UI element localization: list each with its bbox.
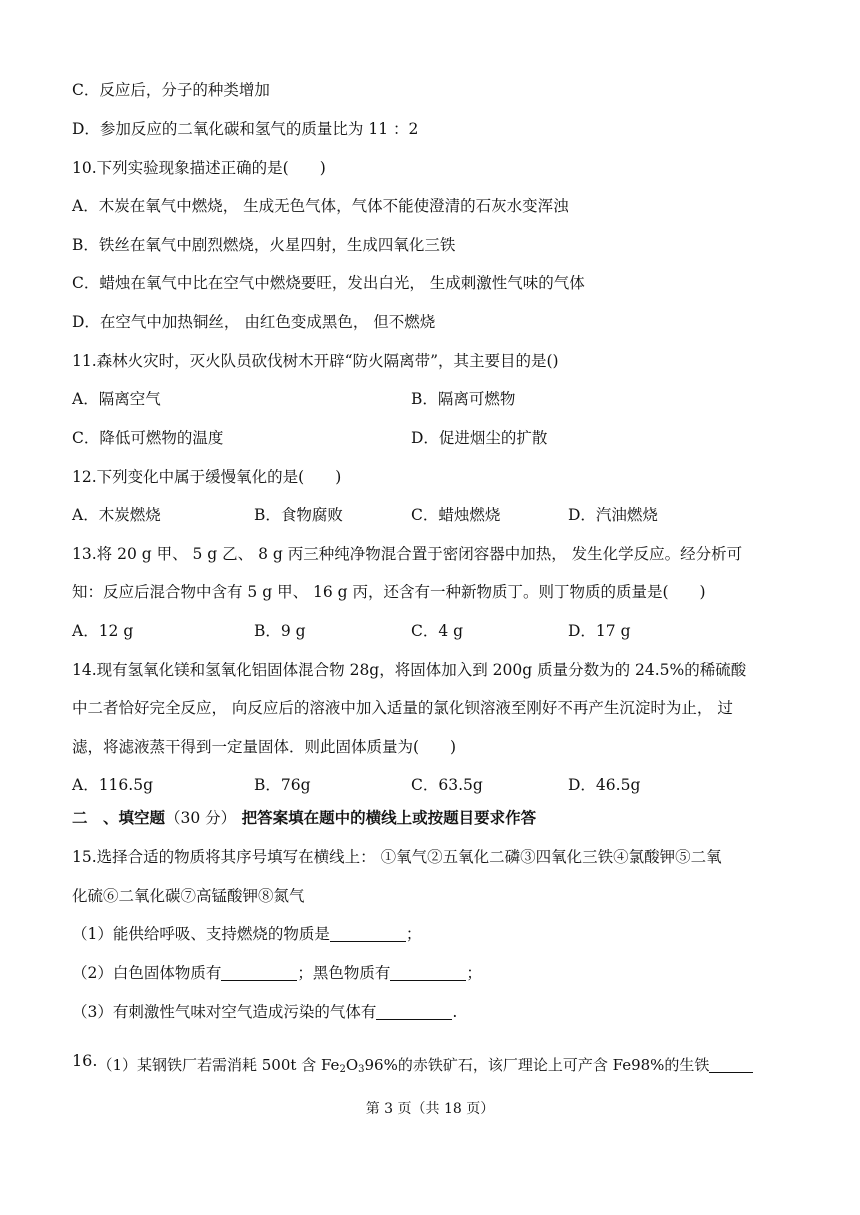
q15-stem-line2: 化硫⑥二氧化碳⑦高锰酸钾⑧氮气 xyxy=(72,887,305,905)
q16-o: O xyxy=(345,1056,359,1074)
q14-stem-line3: 滤，将滤液蒸干得到一定量固体．则此固体质量为( ) xyxy=(72,738,457,756)
q13-option-d: D．17 g xyxy=(568,622,631,640)
section-2-points: （30 分） xyxy=(165,809,237,827)
q15-sub1-blank[interactable] xyxy=(330,925,406,942)
q16-text-b: 96%的赤铁矿石，该厂理论上可产含 Fe98%的生铁 xyxy=(364,1056,710,1074)
section-2-heading xyxy=(72,807,536,829)
q15-sub3 xyxy=(72,1001,802,1023)
q16-part1-blank[interactable] xyxy=(709,1056,753,1073)
q11-option-b: B．隔离可燃物 xyxy=(411,390,516,408)
q16-part1 xyxy=(72,1050,802,1081)
q15-sub3-blank[interactable] xyxy=(376,1003,452,1020)
q12-option-b: B．食物腐败 xyxy=(254,506,343,524)
q15-sub1-text: （1）能供给呼吸、支持燃烧的物质是 xyxy=(72,925,330,943)
q13-stem-line2: 知：反应后混合物中含有 5 g 甲、 16 g 丙，还含有一种新物质丁。则丁物质的质量是( ) xyxy=(72,583,706,601)
q11-stem: 11.森林火灾时，灭火队员砍伐树木开辟“防火隔离带”，其主要目的是() xyxy=(72,352,559,370)
q15-sub1 xyxy=(72,923,802,945)
q16-sub-3: 3 xyxy=(358,1064,365,1075)
q16-sub-2: 2 xyxy=(339,1064,346,1075)
q14-stem-line1: 14.现有氢氧化镁和氢氧化铝固体混合物 28g，将固体加入到 200g 质量分数为的 24.5%的稀硫酸 xyxy=(72,661,747,679)
q15-sub2-end: ； xyxy=(466,964,482,982)
q15-sub2-mid: ；黑色物质有 xyxy=(297,964,391,982)
q14-option-a: A．116.5g xyxy=(72,776,153,794)
section-2-title: 二 、填空题 xyxy=(72,808,166,827)
page-footer: 第 3 页（共 18 页） xyxy=(365,1101,495,1117)
q15-sub2-blank-black[interactable] xyxy=(390,964,466,981)
q10-option-b: B．铁丝在氧气中剧烈燃烧，火星四射，生成四氧化三铁 xyxy=(72,236,456,254)
q15-sub2-blank-white[interactable] xyxy=(221,964,297,981)
q9-option-d: D．参加反应的二氧化碳和氢气的质量比为 11 ：2 xyxy=(72,120,419,138)
q12-option-d: D．汽油燃烧 xyxy=(568,506,658,524)
q12-option-a: A．木炭燃烧 xyxy=(72,506,161,524)
q15-sub2 xyxy=(72,962,802,984)
q10-stem: 10.下列实验现象描述正确的是( ) xyxy=(72,159,326,177)
q13-option-c: C．4 g xyxy=(411,622,464,640)
q15-stem-line1: 15.选择合适的物质将其序号填写在横线上： ①氧气②五氧化二磷③四氧化三铁④氯酸钾⑤二氧 xyxy=(72,848,722,866)
q11-option-d: D．促进烟尘的扩散 xyxy=(411,429,548,447)
q13-option-a: A．12 g xyxy=(72,622,134,640)
q14-option-c: C．63.5g xyxy=(411,776,483,794)
q15-sub2-text: （2）白色固体物质有 xyxy=(72,964,222,982)
q9-option-c: C．反应后，分子的种类增加 xyxy=(72,81,270,99)
q12-stem: 12.下列变化中属于缓慢氧化的是( ) xyxy=(72,468,342,486)
q13-stem-line1: 13.将 20 g 甲、 5 g 乙、 8 g 丙三种纯净物混合置于密闭容器中加热， 发生化学反应。经分析可 xyxy=(72,545,743,563)
q16-text-a: （1）某钢铁厂若需消耗 500t 含 Fe xyxy=(97,1056,340,1074)
q10-option-a: A．木炭在氧气中燃烧， 生成无色气体，气体不能使澄清的石灰水变浑浊 xyxy=(72,197,569,215)
q10-option-d: D．在空气中加热铜丝， 由红色变成黑色， 但不燃烧 xyxy=(72,313,436,331)
q12-option-c: C．蜡烛燃烧 xyxy=(411,506,501,524)
q15-sub1-end: ； xyxy=(405,925,422,943)
q15-sub3-text: （3）有刺激性气味对空气造成污染的气体有 xyxy=(72,1003,377,1021)
q13-option-b: B．9 g xyxy=(254,622,306,640)
q10-option-c: C．蜡烛在氧气中比在空气中燃烧要旺，发出白光， 生成刺激性气味的气体 xyxy=(72,274,585,292)
q11-option-a: A．隔离空气 xyxy=(72,390,161,408)
q15-sub3-end: . xyxy=(452,1003,458,1021)
q14-stem-line2: 中二者恰好完全反应， 向反应后的溶液中加入适量的氯化钡溶液至刚好不再产生沉淀时为止， 过 xyxy=(72,699,733,717)
section-2-instruction: 把答案填在题中的横线上或按题目要求作答 xyxy=(241,808,537,827)
q14-option-d: D．46.5g xyxy=(568,776,641,794)
q14-option-b: B．76g xyxy=(254,776,311,794)
q11-option-c: C．降低可燃物的温度 xyxy=(72,429,224,447)
q16-number: 16. xyxy=(72,1051,98,1070)
